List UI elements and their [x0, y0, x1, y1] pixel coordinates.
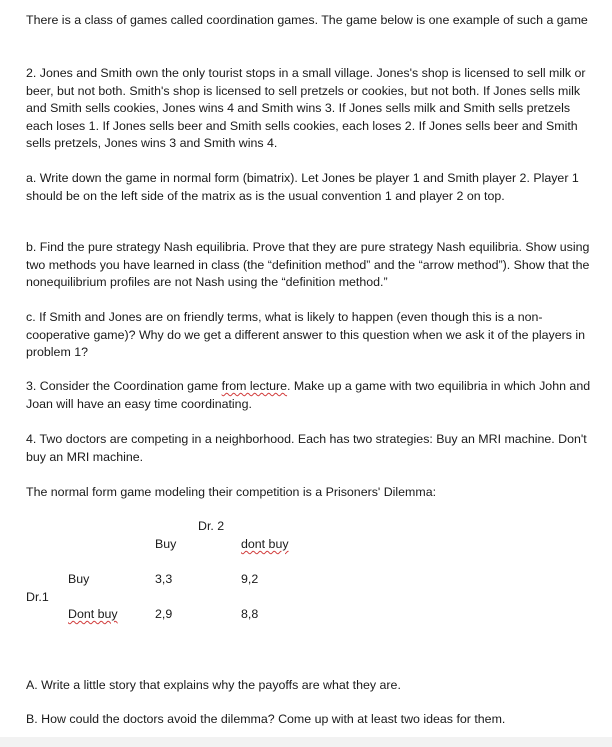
intro-paragraph	[26, 12, 591, 30]
payoff-buy-dont-buy: 9,2	[241, 572, 259, 586]
problem-3-paragraph	[26, 378, 591, 413]
column-header-buy: Buy	[155, 537, 177, 551]
question-b	[26, 711, 591, 729]
question-a-text: A. Write a little story that explains why the payoffs are what they are.	[26, 678, 401, 692]
player-2-label: Dr. 2	[198, 519, 225, 533]
problem-2-part-b	[26, 239, 591, 292]
problem-4-paragraph	[26, 431, 591, 466]
problem-3-before: 3. Consider the Coordination game	[26, 379, 222, 393]
normal-form-intro	[26, 484, 591, 502]
problem-2-part-c	[26, 309, 591, 362]
row-label-dont-buy: Dont buy	[68, 607, 118, 621]
normal-form-intro-text: The normal form game modeling their competition is a Prisoners' Dilemma:	[26, 485, 437, 499]
payoff-dont-buy-buy: 2,9	[155, 607, 173, 621]
row-label-buy: Buy	[68, 572, 90, 586]
question-b-text: B. How could the doctors avoid the dilemma? Come up with at least two ideas for them.	[26, 712, 506, 726]
question-a	[26, 677, 591, 695]
player-1-label: Dr.1	[26, 590, 49, 604]
problem-2-part-a	[26, 170, 591, 205]
problem-4-text: 4. Two doctors are competing in a neighborhood. Each has two strategies: Buy an MRI machine. Don't buy an MRI machine.	[26, 432, 587, 464]
page-bottom-edge	[0, 737, 612, 747]
problem-3-after: . Make up a game with two equilibria in which John and Joan will have an easy time coordinating.	[26, 379, 591, 411]
payoff-buy-buy: 3,3	[155, 572, 173, 586]
problem-2-text: 2. Jones and Smith own the only tourist stops in a small village. Jones's shop is licensed to sell milk or beer, but not both. Smith's shop is licensed to sell pretzels or cookies, but not both. If Jones sells milk and Smith sells cookies, Jones wins 4 and Smith wins 3. If Jones sells milk and Smith sells pretzels each loses 1. If Jones sells beer and Smith sells cookies, each loses 2. If Jones sells beer and Smith sells pretzels, Jones wins 3 and Smith wins 4.	[26, 66, 586, 151]
column-header-dont-buy: dont buy	[241, 537, 289, 551]
problem-2-paragraph	[26, 65, 591, 153]
intro-text: There is a class of games called coordination games. The game below is one example of such a game	[26, 13, 588, 27]
lecture-reference: from lecture	[221, 379, 288, 393]
part-a-text: a. Write down the game in normal form (bimatrix). Let Jones be player 1 and Smith player 2. Player 1 should be on the left side of the matrix as is the usual convention 1 and player 2 on top.	[26, 171, 579, 203]
payoff-dont-buy-dont-buy: 8,8	[241, 607, 259, 621]
part-c-text: c. If Smith and Jones are on friendly terms, what is likely to happen (even though this is a non-cooperative game)? Why do we get a different answer to this question when we ask it of the players in problem 1?	[26, 310, 586, 360]
problem-3-text	[26, 378, 591, 413]
part-b-text: b. Find the pure strategy Nash equilibria. Prove that they are pure strategy Nash equilibria. Show using two methods you have learned in class (the “definition method” and the “arrow method”). Show that the nonequilibrium profiles are not Nash using the “definition method.”	[26, 240, 590, 290]
